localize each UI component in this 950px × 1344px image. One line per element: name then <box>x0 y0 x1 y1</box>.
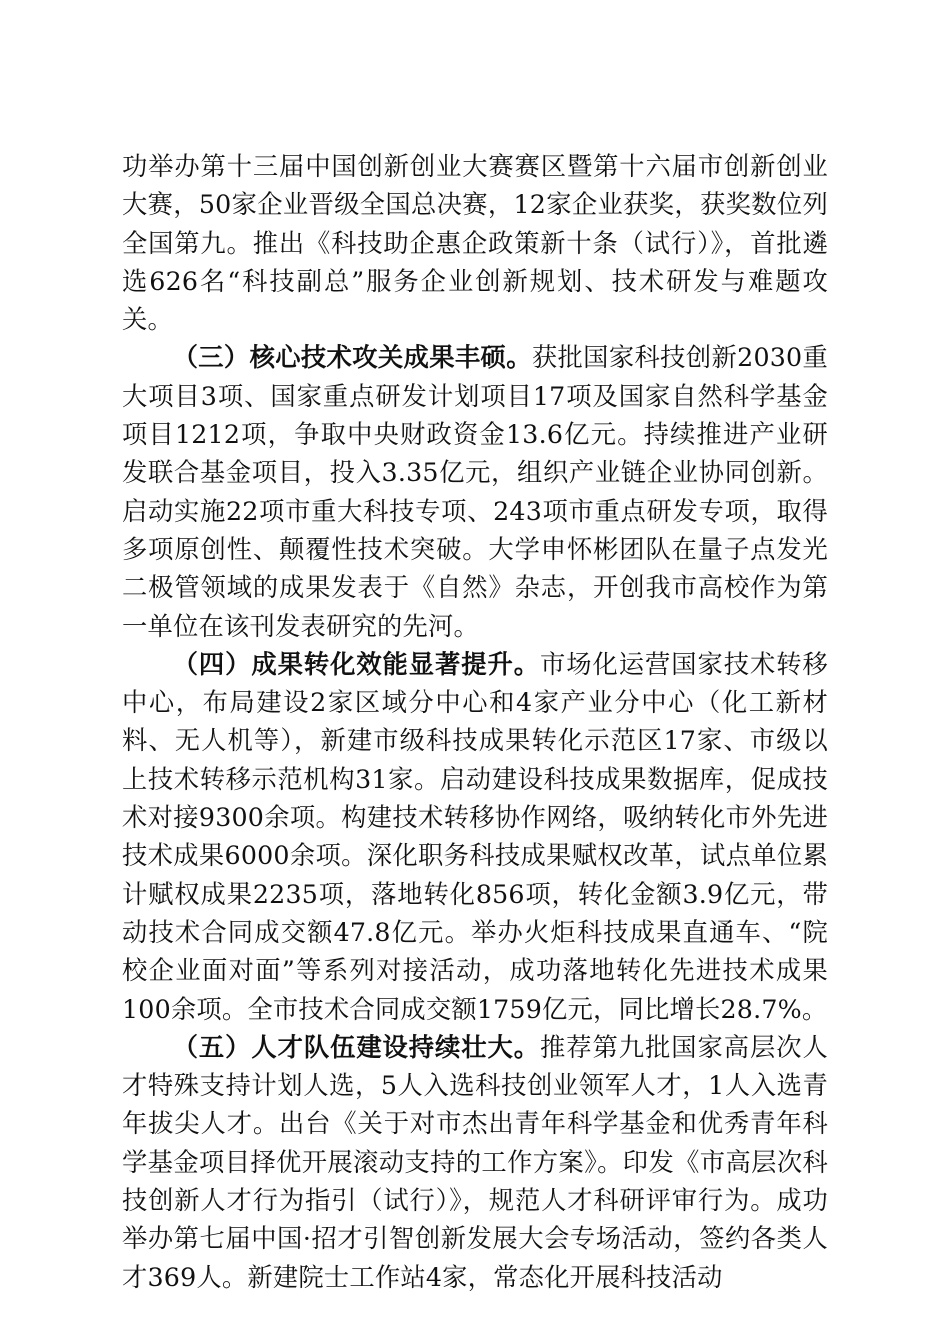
paragraph-text: 获批国家科技创新2030重大项目3项、国家重点研发计划项目17项及国家自然科学基金项目1212项，争取中央财政资金13.6亿元。持续推进产业研发联合基金项目，投入3.35亿元，组织产业链企业协同创新。启动实施22项市重大科技专项、243项市重点研发专项，取得多项原创性、颠覆性技术突破。大学申怀彬团队在量子点发光二极管领域的成果发表于《自然》杂志，开创我市高校作为第一单位在该刊发表研究的先河。 <box>122 343 828 641</box>
paragraph-text: 市场化运营国家技术转移中心，布局建设2家区域分中心和4家产业分中心（化工新材料、无人机等），新建市级科技成果转化示范区17家、市级以上技术转移示范机构31家。启动建设科技成果数据库，促成技术对接9300余项。构建技术转移协作网络，吸纳转化市外先进技术成果6000余项。深化职务科技成果赋权改革，试点单位累计赋权成果2235项，落地转化856项，转化金额3.9亿元，带动技术合同成交额47.8亿元。举办火炬科技成果直通车、“院校企业面对面”等系列对接活动，成功落地转化先进技术成果100余项。全市技术合同成交额1759亿元，同比增长28.7%。 <box>122 649 829 1024</box>
paragraph-talent <box>122 1029 828 1297</box>
section-heading-5: （五）人才队伍建设持续壮大。 <box>172 1032 541 1062</box>
paragraph-text: 功举办第十三届中国创新创业大赛赛区暨第十六届市创新创业大赛，50家企业晋级全国总决赛，12家企业获奖，获奖数位列全国第九。推出《科技助企惠企政策新十条（试行）》，首批遴选626名“科技副总”服务企业创新规划、技术研发与难题攻关。 <box>122 152 828 335</box>
document-body <box>122 148 828 1297</box>
section-heading-3: （三）核心技术攻关成果丰硕。 <box>172 343 532 373</box>
section-heading-4: （四）成果转化效能显著提升。 <box>172 649 541 679</box>
paragraph-achievement-transfer <box>122 646 828 1029</box>
paragraph-core-tech <box>122 339 828 645</box>
paragraph-continuation <box>122 148 828 339</box>
paragraph-text: 推荐第九批国家高层次人才特殊支持计划人选，5人入选科技创业领军人才，1人入选青年拔尖人才。出台《关于对市杰出青年科学基金和优秀青年科学基金项目择优开展滚动支持的工作方案》。印发《市高层次科技创新人才行为指引（试行）》，规范人才科研评审行为。成功举办第七届中国·招才引智创新发展大会专场活动，签约各类人才369人。新建院士工作站4家，常态化开展科技活动 <box>122 1032 829 1292</box>
